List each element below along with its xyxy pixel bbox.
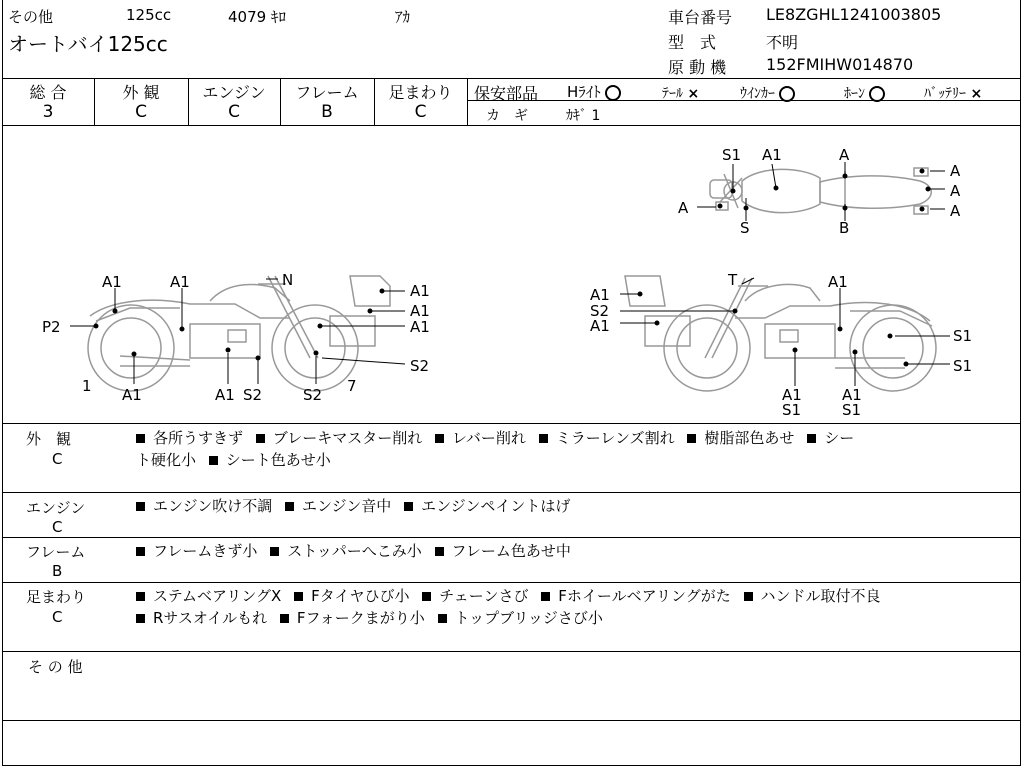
diagram-label: A1 xyxy=(762,146,782,164)
divider xyxy=(2,651,1021,652)
exterior-notes-line1: 各所うすきず ブレーキマスター削れ レバー削れ ミラーレンズ割れ 樹脂部色あせ シー xyxy=(136,427,854,449)
diagram-label: 1 xyxy=(82,377,92,395)
color: ｱｶ xyxy=(395,8,411,26)
divider xyxy=(467,78,468,125)
suspension-notes-line1: ステムベアリングX Fタイヤひび小 チェーンさび Fホイールベアリングがた ハンドル取付不良 xyxy=(136,585,881,607)
diagram-label: A1 xyxy=(410,282,430,300)
section-grade-engine: C xyxy=(52,518,63,536)
other-label: その他 xyxy=(8,8,54,26)
divider xyxy=(2,492,1021,493)
diagram-label: S1 xyxy=(953,327,973,345)
model-label: 型 式 xyxy=(668,33,717,52)
frame-no-label: 車台番号 xyxy=(668,8,733,27)
bullet-icon xyxy=(435,434,444,443)
diagram-label: A1 xyxy=(215,386,235,404)
displacement: 125cc xyxy=(126,6,172,24)
section-label-exterior: 外 観 xyxy=(26,430,72,448)
diagram-label: S2 xyxy=(243,386,263,404)
diagram-label: T xyxy=(728,271,738,289)
ok-circle-icon xyxy=(605,85,621,101)
frame-notes: フレームきず小 ストッパーへこみ小 フレーム色あせ中 xyxy=(136,540,571,562)
safety-tail: ﾃｰﾙ × xyxy=(662,86,700,102)
diagram-label: S xyxy=(740,219,750,237)
safety-battery: ﾊﾞｯﾃﾘｰ × xyxy=(924,86,983,102)
diagram-label: A xyxy=(678,199,689,217)
bullet-icon xyxy=(807,434,816,443)
frame-no: LE8ZGHL1241003805 xyxy=(766,5,942,24)
section-label-other: そ の 他 xyxy=(28,658,83,676)
diagram-label: A1 xyxy=(170,273,190,291)
diagram-label: B xyxy=(839,219,850,237)
diagram-label: A1 xyxy=(102,273,122,291)
section-grade-suspension: C xyxy=(52,608,63,626)
diagram-label: S2 xyxy=(590,302,610,320)
suspension-notes-line2: Rサスオイルもれ Fフォークまがり小 トップブリッジさび小 xyxy=(136,607,603,629)
diagram-label: A xyxy=(950,162,961,180)
exterior-label: 外 観 xyxy=(122,83,160,102)
bullet-icon xyxy=(136,547,145,556)
diagram-label: S2 xyxy=(303,386,323,404)
diagram-label: A1 xyxy=(410,318,430,336)
key-value: ｶｷﾞ 1 xyxy=(566,108,601,124)
suspension-grade: C xyxy=(414,102,427,122)
ok-circle-icon xyxy=(869,86,885,102)
diagram-label: S1 xyxy=(782,401,802,419)
diagram-label: A xyxy=(950,182,961,200)
diagram-label: A1 xyxy=(782,386,802,404)
diagram-label: A1 xyxy=(590,286,610,304)
bullet-icon xyxy=(294,592,303,601)
mileage: 4079 ｷﾛ xyxy=(228,8,286,26)
safety-headlight: Hﾗｲﾄ xyxy=(567,81,621,102)
divider xyxy=(2,720,1021,721)
exterior-notes-line2: ト硬化小 シート色あせ小 xyxy=(136,451,331,469)
bullet-icon xyxy=(435,547,444,556)
diagram-label: S2 xyxy=(410,357,430,375)
diagram-label: S1 xyxy=(722,146,742,164)
divider xyxy=(2,423,1021,424)
bullet-icon xyxy=(404,502,413,511)
bullet-icon xyxy=(136,434,145,443)
diagram-label: A1 xyxy=(590,317,610,335)
engine-grade: C xyxy=(228,102,240,122)
bullet-icon xyxy=(136,614,145,623)
bullet-icon xyxy=(285,502,294,511)
diagram-label: N xyxy=(282,271,294,289)
ng-cross-icon: × xyxy=(970,86,983,102)
diagram-label: P2 xyxy=(42,318,61,336)
diagram-label: S1 xyxy=(842,401,862,419)
section-label-engine: エンジン xyxy=(26,499,86,517)
engine-no: 152FMIHW014870 xyxy=(766,55,914,74)
engine-label: エンジン xyxy=(202,83,266,102)
section-label-suspension: 足まわり xyxy=(26,588,87,606)
bike-left-side xyxy=(88,276,390,391)
section-label-frame: フレーム xyxy=(26,543,86,561)
safety-winker: ｳｲﾝｶｰ xyxy=(740,83,795,103)
bullet-icon xyxy=(744,592,753,601)
diagram-label: A1 xyxy=(828,273,848,291)
safety-label: 保安部品 xyxy=(474,84,539,103)
ok-circle-icon xyxy=(779,86,795,102)
bike-top-view xyxy=(710,168,931,214)
bullet-icon xyxy=(256,434,265,443)
bullet-icon xyxy=(136,502,145,511)
diagram-label: A xyxy=(950,202,961,220)
bullet-icon xyxy=(539,434,548,443)
key-label: カ ギ xyxy=(486,108,528,124)
engine-notes: エンジン吹け不調 エンジン音中 エンジンペイントはげ xyxy=(136,495,570,517)
bullet-icon xyxy=(438,614,447,623)
diagram-label: A1 xyxy=(842,386,862,404)
bullet-icon xyxy=(280,614,289,623)
ng-cross-icon: × xyxy=(687,86,700,102)
bullet-icon xyxy=(209,456,218,465)
diagram-label: S1 xyxy=(953,357,973,375)
damage-diagram xyxy=(0,126,1022,423)
exterior-grade: C xyxy=(135,102,147,122)
diagram-label: 7 xyxy=(347,377,357,395)
bullet-icon xyxy=(136,592,145,601)
bullet-icon xyxy=(541,592,550,601)
diagram-label: A1 xyxy=(410,302,430,320)
divider xyxy=(2,537,1021,538)
section-grade-frame: B xyxy=(52,562,63,580)
bike-right-side xyxy=(625,276,936,391)
total-label: 総 合 xyxy=(29,83,67,102)
frame-label: フレーム xyxy=(295,83,359,102)
safety-horn: ﾎｰﾝ xyxy=(844,83,885,103)
divider xyxy=(2,582,1021,583)
frame-grade: B xyxy=(321,102,333,122)
vehicle-type: オートバイ125cc xyxy=(8,32,168,56)
divider xyxy=(2,78,1021,79)
bullet-icon xyxy=(687,434,696,443)
diagram-label: A xyxy=(839,146,850,164)
section-grade-exterior: C xyxy=(52,450,63,468)
suspension-label: 足まわり xyxy=(388,83,453,102)
total-grade: 3 xyxy=(42,102,54,122)
engine-no-label: 原 動 機 xyxy=(668,58,727,77)
diagram-label: A1 xyxy=(122,386,142,404)
bullet-icon xyxy=(270,547,279,556)
bullet-icon xyxy=(422,592,431,601)
model: 不明 xyxy=(766,33,799,52)
